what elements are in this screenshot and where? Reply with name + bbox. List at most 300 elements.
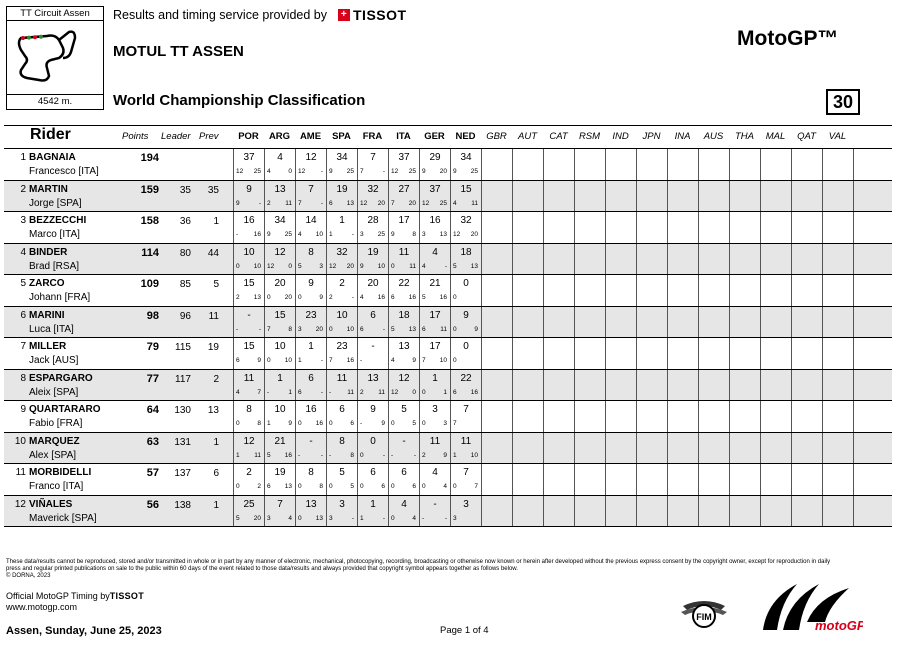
race-result-cell [512,244,543,275]
sprint-points: 0 [298,420,302,427]
race-points: 11 [471,199,478,207]
rider-row [4,463,892,495]
race-result-cell [543,181,574,212]
race-result-cell [326,401,357,432]
race-column-header: POR [238,131,259,142]
race-result-cell [264,212,295,243]
race-column-header: JPN [642,131,661,142]
table-right-border [853,307,854,338]
race-result-cell [636,338,667,369]
race-total-points: 17 [429,341,441,352]
race-total-points: - [433,498,437,510]
rider-position: 1 [20,152,26,163]
race-points: 10 [284,357,292,364]
race-result-cell [729,464,760,495]
race-points: 5 [412,420,416,427]
race-total-points: 9 [370,404,376,415]
event-title: MOTUL TT ASSEN [113,43,244,60]
sprint-points: 5 [391,325,395,333]
race-result-cell [326,338,357,369]
race-total-points: 11 [336,372,348,384]
gap-to-leader: 80 [179,247,191,259]
circuit-length: 4542 m. [37,96,73,107]
race-result-cell [574,275,605,306]
race-total-points: 34 [274,215,286,226]
rider-first-name: Francesco [ITA] [29,166,99,177]
race-points: 10 [346,325,354,333]
sprint-points: - [236,231,239,238]
sprint-points: 4 [391,357,395,364]
race-total-points: 6 [308,372,314,384]
race-result-cell [760,307,791,338]
race-result-cell [481,496,512,527]
race-points: - [320,451,323,459]
race-result-cell [729,149,760,180]
race-total-points: 21 [274,435,286,447]
race-points: - [351,231,354,238]
race-points: 25 [439,199,447,207]
race-result-cell [233,338,264,369]
race-result-cell [295,307,326,338]
race-result-cell [729,338,760,369]
race-result-cell [543,496,574,527]
rider-points: 77 [146,372,159,385]
classification-table [4,126,892,526]
rider-last-name: VIÑALES [29,498,73,510]
race-points: - [413,451,416,459]
race-result-cell [605,370,636,401]
race-result-cell [698,370,729,401]
race-total-points: 21 [429,278,441,289]
sprint-points: 1 [236,451,240,459]
race-points: 2 [257,483,261,490]
race-points: 11 [378,388,385,396]
track-layout-icon [11,24,99,90]
table-bottom-rule [4,526,892,527]
race-total-points: 8 [246,404,252,415]
race-points: 10 [253,262,261,270]
race-result-cell [450,181,481,212]
rider-column-header: Rider [30,126,71,143]
race-result-cell [512,275,543,306]
race-result-cell [822,496,853,527]
gap-to-leader: 130 [174,405,191,416]
race-total-points: 3 [339,498,345,510]
race-points: - [258,199,261,207]
race-total-points: 22 [398,278,410,289]
points-column-header: Points [122,131,149,142]
sprint-points: 0 [329,483,333,490]
race-total-points: 1 [339,215,345,226]
race-total-points: 11 [460,435,472,447]
race-points: 13 [346,199,354,207]
gap-to-leader: 85 [179,279,191,290]
race-points: 9 [319,294,323,301]
table-right-border [853,212,854,243]
sprint-points: 0 [360,483,364,490]
race-result-cell [636,307,667,338]
motogp-logo [757,578,863,639]
race-result-cell [419,181,450,212]
rider-position: 6 [20,309,26,321]
leader-column-header: Leader [161,131,191,142]
gap-to-previous: 1 [213,499,219,511]
circuit-name: TT Circuit Assen [7,7,103,21]
race-result-cell [295,212,326,243]
sprint-points: 0 [236,420,240,427]
race-result-cell [636,433,667,464]
race-points: 10 [377,262,385,270]
table-right-border [853,338,854,369]
race-result-cell [543,433,574,464]
race-result-cell [450,307,481,338]
race-total-points: 34 [460,152,472,163]
race-result-cell [357,338,388,369]
race-points: 4 [443,483,447,490]
race-result-cell [605,433,636,464]
race-column-header: ITA [396,131,411,142]
race-result-cell [481,212,512,243]
rider-row [4,495,892,527]
sprint-points: 2 [329,294,333,301]
sprint-points: 0 [391,262,395,270]
race-result-cell [636,181,667,212]
race-result-cell [295,433,326,464]
race-points: 16 [408,294,416,301]
race-result-cell [233,370,264,401]
rider-first-name: Jack [AUS] [29,355,79,366]
race-total-points: 29 [429,152,441,163]
race-result-cell [574,370,605,401]
race-result-cell [760,433,791,464]
race-result-cell [605,401,636,432]
race-result-cell [574,181,605,212]
race-points: 25 [470,168,478,175]
race-total-points: 19 [336,183,348,195]
gap-to-leader: 117 [175,373,191,385]
race-result-cell [419,464,450,495]
race-points: 11 [285,199,292,207]
rider-first-name: Brad [RSA] [29,260,80,272]
race-points: 20 [470,231,478,238]
race-points: 6 [350,420,354,427]
race-result-cell [760,496,791,527]
sprint-points: 12 [329,262,337,270]
sprint-points: - [360,420,363,427]
race-result-cell [822,307,853,338]
race-result-cell [481,181,512,212]
race-result-cell [729,181,760,212]
race-result-cell [450,275,481,306]
table-right-border [853,401,854,432]
race-total-points: - [309,435,313,447]
race-result-cell [605,275,636,306]
sprint-points: 4 [267,168,271,175]
race-result-cell [388,496,419,527]
race-total-points: 37 [243,152,255,163]
rider-last-name: ESPARGARO [29,372,93,384]
page-number-box: 30 [826,89,860,115]
race-points: 25 [284,231,292,238]
sprint-points: 9 [391,231,395,238]
sprint-points: - [422,514,425,522]
copyright-text: © DORNA, 2023 [6,573,51,579]
race-result-cell [791,307,822,338]
rider-row [4,432,892,464]
sprint-points: 0 [391,514,395,522]
race-result-cell [233,275,264,306]
race-total-points: 3 [432,404,438,415]
race-points: 10 [439,357,447,364]
race-result-cell [264,401,295,432]
race-column-header: AUS [703,131,724,142]
race-result-cell [636,244,667,275]
race-result-cell [481,244,512,275]
rider-row [4,337,892,369]
rider-row [4,400,892,432]
sprint-points: 7 [267,325,271,333]
race-total-points: 37 [429,183,441,195]
race-total-points: 7 [463,404,469,415]
race-points: 7 [257,388,261,396]
sprint-points: - [298,451,301,459]
race-result-cell [543,464,574,495]
race-result-cell [512,401,543,432]
sprint-points: - [329,388,332,396]
race-total-points: 7 [308,183,314,195]
race-result-cell [791,401,822,432]
race-result-cell [295,338,326,369]
race-result-cell [760,275,791,306]
race-points: 9 [381,420,385,427]
race-result-cell [481,433,512,464]
race-points: 20 [408,199,416,207]
race-result-cell [295,401,326,432]
race-column-header: THA [735,131,754,142]
race-result-cell [512,181,543,212]
race-result-cell [543,307,574,338]
rider-last-name: BINDER [29,246,68,258]
sprint-points: 0 [236,483,240,490]
race-result-cell [512,370,543,401]
sprint-points: 6 [298,388,302,396]
race-column-header: GBR [486,131,507,142]
race-points: 4 [288,514,292,522]
race-result-cell [574,212,605,243]
sprint-points: 2 [360,388,364,396]
sprint-points: 7 [422,357,426,364]
race-result-cell [388,149,419,180]
race-total-points: 37 [398,152,410,163]
race-result-cell [512,496,543,527]
sprint-points: - [236,325,239,333]
gap-to-leader: 131 [174,436,191,448]
race-result-cell [822,401,853,432]
race-result-cell [760,464,791,495]
disclaimer [6,559,846,580]
provided-by-text: Results and timing service provided by [113,8,327,22]
rider-last-name: MARTIN [29,183,68,195]
race-total-points: 1 [308,341,314,352]
rider-first-name: Aleix [SPA] [29,386,79,398]
race-result-cell [605,181,636,212]
race-points: 8 [319,483,323,490]
race-total-points: 13 [305,498,317,510]
race-result-cell [264,181,295,212]
sprint-points: 7 [298,199,302,207]
race-result-cell [698,338,729,369]
sprint-points: 0 [422,388,426,396]
race-result-cell [512,307,543,338]
race-points: 3 [319,262,323,270]
race-result-cell [574,433,605,464]
race-result-cell [357,464,388,495]
race-points: 6 [412,483,416,490]
race-result-cell [388,181,419,212]
race-result-cell [388,307,419,338]
race-points: 9 [257,357,261,364]
race-result-cell [326,433,357,464]
rider-first-name: Marco [ITA] [29,229,80,240]
race-result-cell [450,149,481,180]
race-result-cell [233,496,264,527]
race-result-cell [326,212,357,243]
race-result-cell [667,212,698,243]
race-result-cell [822,338,853,369]
sprint-points: 1 [329,231,333,238]
rider-points: 194 [140,152,159,164]
race-result-cell [295,181,326,212]
rider-points: 114 [141,246,159,259]
table-right-border [853,464,854,495]
rider-points: 56 [146,498,159,511]
race-result-cell [419,401,450,432]
race-total-points: 32 [367,183,379,195]
race-total-points: 6 [339,404,345,415]
race-result-cell [450,244,481,275]
race-result-cell [388,401,419,432]
race-points: 13 [284,483,292,490]
rider-position: 4 [20,246,26,258]
race-total-points: 4 [432,246,438,258]
sprint-points: 0 [298,483,302,490]
sprint-points: 4 [236,388,240,396]
race-result-cell [822,181,853,212]
race-result-cell [264,496,295,527]
sprint-points: 6 [453,388,457,396]
race-result-cell [791,338,822,369]
race-points: 8 [412,231,416,238]
race-points: 10 [470,451,478,459]
race-points: 25 [253,168,261,175]
race-total-points: 18 [398,309,410,321]
race-result-cell [667,181,698,212]
race-points: 8 [257,420,261,427]
sprint-points: 0 [267,294,271,301]
sprint-points: 5 [453,262,457,270]
race-points: 16 [253,231,261,238]
sprint-points: 9 [360,262,364,270]
rider-position: 9 [20,404,26,415]
race-result-cell [667,149,698,180]
race-points: 20 [439,168,447,175]
race-result-cell [791,212,822,243]
race-result-cell [326,244,357,275]
race-result-cell [698,307,729,338]
race-result-cell [264,149,295,180]
sprint-points: 9 [329,168,333,175]
race-points: - [382,168,385,175]
race-result-cell [264,464,295,495]
race-points: 16 [315,420,323,427]
race-result-cell [760,212,791,243]
race-result-cell [574,496,605,527]
tissot-logo-text: TISSOT [353,7,407,23]
race-total-points: 4 [432,467,438,478]
race-points: 8 [350,451,354,459]
race-result-cell [357,275,388,306]
website-link[interactable]: www.motogp.com [6,602,78,612]
race-total-points: 10 [274,341,286,352]
gap-to-previous: 1 [213,436,219,448]
race-result-cell [791,433,822,464]
race-result-cell [326,370,357,401]
race-result-cell [667,401,698,432]
race-result-cell [233,401,264,432]
sprint-points: 5 [267,451,271,459]
race-result-cell [388,244,419,275]
race-points: 1 [443,388,447,396]
rider-points: 158 [140,215,159,227]
sprint-points: 5 [298,262,302,270]
timing-prefix: Official MotoGP Timing by [6,591,110,601]
race-points: 20 [346,262,354,270]
race-result-cell [512,338,543,369]
sprint-points: 4 [453,199,457,207]
race-result-cell [295,370,326,401]
race-result-cell [419,275,450,306]
sprint-points: - [391,451,394,459]
race-total-points: 5 [339,467,345,478]
race-total-points: - [371,341,375,352]
race-points: 13 [253,294,261,301]
race-result-cell [543,401,574,432]
race-points: - [320,388,323,396]
race-result-cell [636,149,667,180]
race-result-cell [698,149,729,180]
race-total-points: 0 [370,435,376,447]
race-total-points: 15 [274,309,286,321]
race-total-points: 8 [339,435,345,447]
gap-to-previous: 2 [213,373,219,385]
race-total-points: 6 [370,467,376,478]
sprint-points: 5 [422,294,426,301]
race-points: 13 [470,262,478,270]
race-result-cell [605,244,636,275]
sprint-points: 12 [422,199,430,207]
race-points: 20 [377,199,385,207]
race-result-cell [233,149,264,180]
race-result-cell [667,496,698,527]
race-points: 13 [315,514,323,522]
race-total-points: 32 [336,246,348,258]
race-points: - [382,325,385,333]
race-total-points: 18 [460,246,472,258]
race-points: 8 [288,325,292,333]
race-column-header: FRA [362,131,383,142]
sprint-points: 7 [360,168,364,175]
rider-first-name: Luca [ITA] [29,323,74,335]
